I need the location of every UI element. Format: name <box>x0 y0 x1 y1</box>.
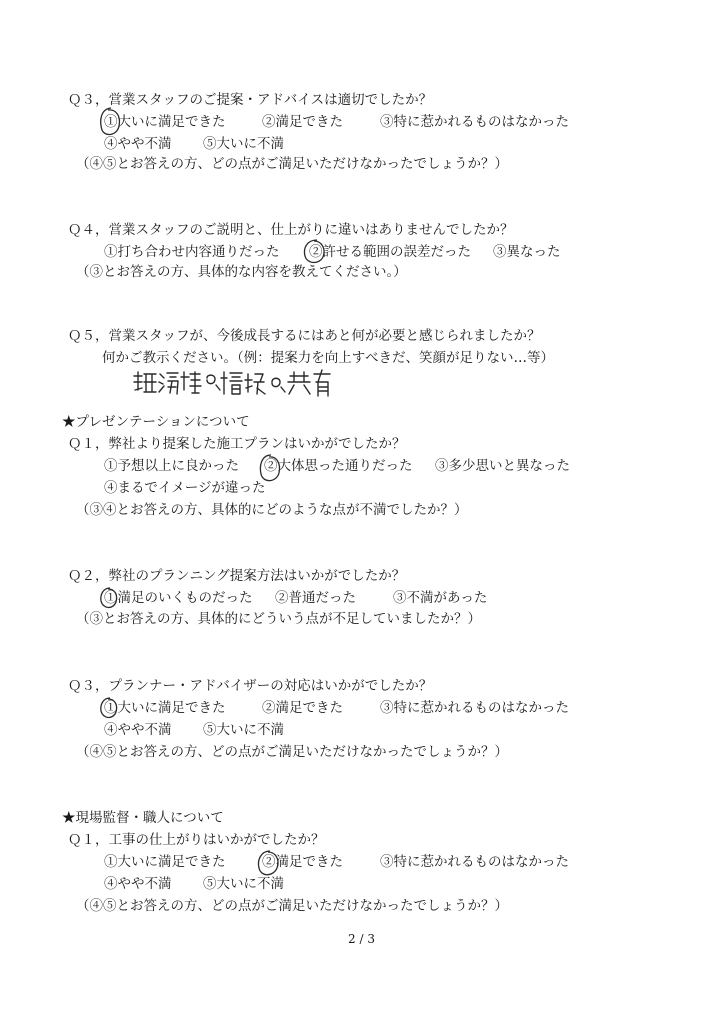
sales-q4-option-1[interactable]: ①打ち合わせ内容通りだった <box>104 244 280 260</box>
presentation-q2-option-2[interactable]: ②普通だった <box>275 590 356 606</box>
sales-q5-question: Ｑ５，営業スタッフが、今後成長するにはあと何が必要と感じられましたか？ <box>68 328 541 344</box>
sales-q3-option-3[interactable]: ③特に惹かれるものはなかった <box>380 114 569 130</box>
site-q1-option-3[interactable]: ③特に惹かれるものはなかった <box>380 854 569 870</box>
sales-q3-option-5[interactable]: ⑤大いに不満 <box>203 136 284 152</box>
site-q1-option-4[interactable]: ④やや不満 <box>104 876 172 892</box>
presentation-q1-options-row2 <box>104 480 265 496</box>
presentation-q2-note: （③とお答えの方、具体的にどういう点が不足していましたか？） <box>76 611 481 627</box>
sales-q4-note: （③とお答えの方、具体的な内容を教えてください。） <box>76 264 407 280</box>
presentation-q1-note: （③④とお答えの方、具体的にどのような点が不満でしたか？） <box>76 502 468 518</box>
site-q1-option-5[interactable]: ⑤大いに不満 <box>203 876 284 892</box>
section-heading-presentation: ★プレゼンテーションについて <box>62 414 250 430</box>
presentation-q1-option-3[interactable]: ③多少思いと異なった <box>435 458 570 474</box>
sales-q3-option-2[interactable]: ②満足できた <box>262 114 343 130</box>
presentation-q3-option-5[interactable]: ⑤大いに不満 <box>203 722 284 738</box>
presentation-q3-note: （④⑤とお答えの方、どの点がご満足いただけなかったでしょうか？） <box>76 744 508 760</box>
site-q1-question: Ｑ１，工事の仕上がりはいかがでしたか？ <box>68 832 325 848</box>
presentation-q3-option-1[interactable]: ①大いに満足できた <box>104 700 226 716</box>
sales-q5-prompt: 何かご教示ください。（例：提案力を向上すべきだ、笑顔が足りない…等） <box>102 350 554 366</box>
sales-q4-option-2[interactable]: ②許せる範囲の誤差だった <box>309 244 471 260</box>
presentation-q1-option-2[interactable]: ②大体思った通りだった <box>264 458 413 474</box>
presentation-q1-question: Ｑ１，弊社より提案した施工プランはいかがでしたか？ <box>68 436 406 452</box>
presentation-q3-question: Ｑ３，プランナー・アドバイザーの対応はいかがでしたか？ <box>68 678 433 694</box>
sales-q3-option-1[interactable]: ①大いに満足できた <box>104 114 226 130</box>
sales-q3-note: （④⑤とお答えの方、どの点がご満足いただけなかったでしょうか？） <box>76 156 508 172</box>
presentation-q1-option-1[interactable]: ①予想以上に良かった <box>104 458 239 474</box>
sales-q3-question: Ｑ３，営業スタッフのご提案・アドバイスは適切でしたか？ <box>68 92 433 108</box>
presentation-q1-option-4[interactable]: ④まるでイメージが違った <box>104 480 266 496</box>
site-q1-note: （④⑤とお答えの方、どの点がご満足いただけなかったでしょうか？） <box>76 898 508 914</box>
handwritten-answer <box>132 368 332 404</box>
sales-q4-question: Ｑ４，営業スタッフのご説明と、仕上がりに違いはありませんでしたか？ <box>68 222 514 238</box>
section-heading-site: ★現場監督・職人について <box>62 810 224 826</box>
sales-q3-option-4[interactable]: ④やや不満 <box>104 136 172 152</box>
presentation-q3-option-4[interactable]: ④やや不満 <box>104 722 172 738</box>
presentation-q2-option-3[interactable]: ③不満があった <box>393 590 488 606</box>
site-q1-option-1[interactable]: ①大いに満足できた <box>104 854 226 870</box>
site-q1-option-2[interactable]: ②満足できた <box>262 854 343 870</box>
presentation-q3-option-3[interactable]: ③特に惹かれるものはなかった <box>380 700 569 716</box>
page-number: 2 / 3 <box>348 932 375 946</box>
presentation-q2-option-1[interactable]: ①満足のいくものだった <box>104 590 253 606</box>
sales-q4-option-3[interactable]: ③異なった <box>493 244 561 260</box>
presentation-q2-question: Ｑ２，弊社のプランニング提案方法はいかがでしたか？ <box>68 568 406 584</box>
presentation-q3-option-2[interactable]: ②満足できた <box>262 700 343 716</box>
